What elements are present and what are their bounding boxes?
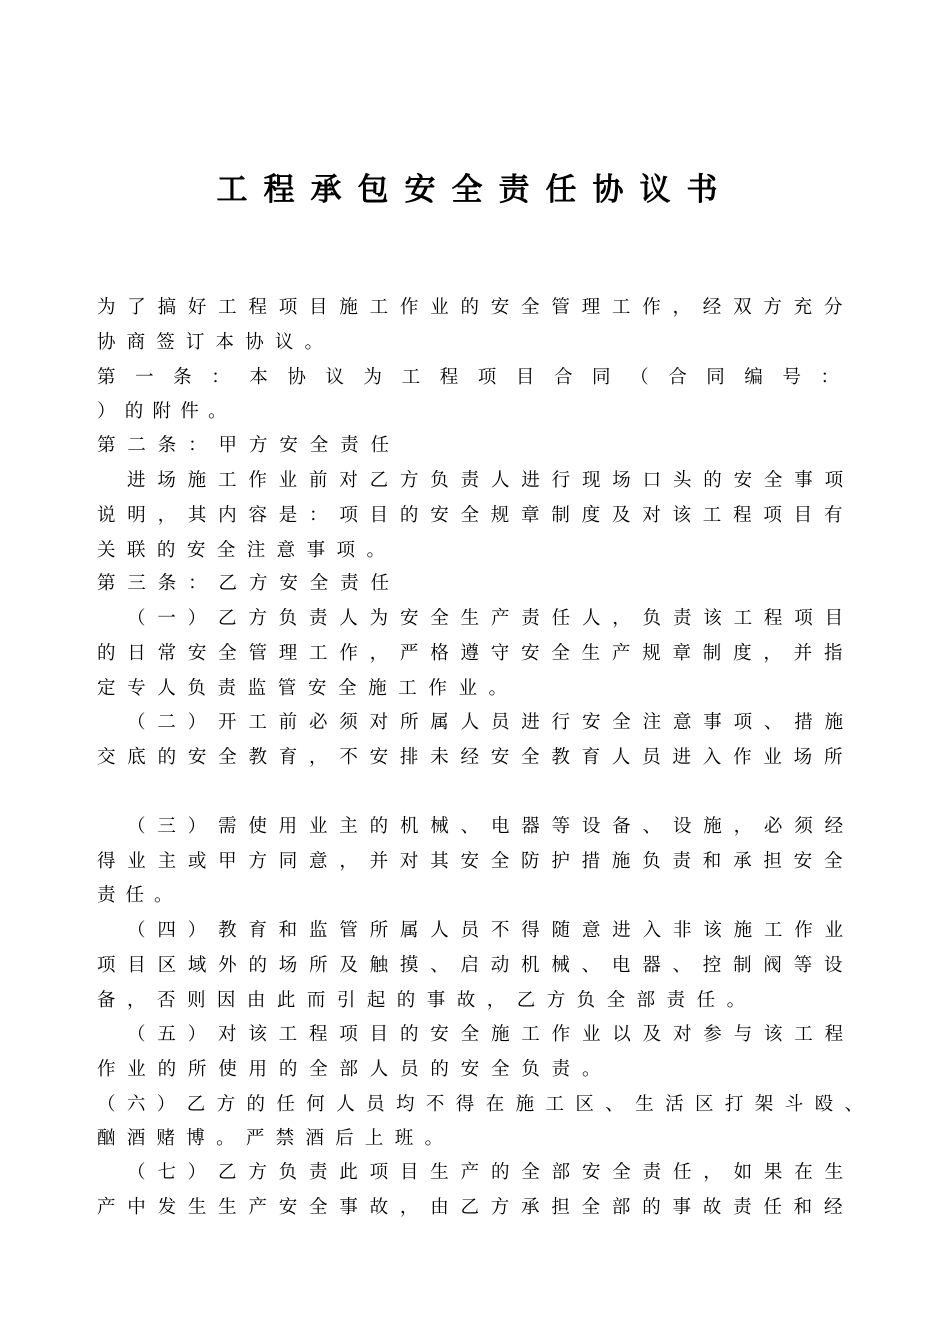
paragraph-line: 关联的安全注意事项。	[97, 540, 397, 561]
paragraph-line: 产中发生生产安全事故，由乙方承担全部的事故责任和经	[97, 1197, 855, 1218]
paragraph-line: （七）乙方负责此项目生产的全部安全责任，如果在生	[127, 1162, 855, 1183]
paragraph-line: 责任。	[97, 885, 183, 906]
paragraph-line: 第一条：本协议为工程项目合同（合同编号：	[97, 367, 859, 388]
paragraph-line: 备，否则因由此而引起的事故，乙方负全部责任。	[97, 990, 757, 1011]
paragraph-line: 为了搞好工程项目施工作业的安全管理工作，经双方充分	[97, 297, 855, 318]
paragraph-line: （二）开工前必须对所属人员进行安全注意事项、措施	[127, 712, 855, 733]
paragraph-line: 进场施工作业前对乙方负责人进行现场口头的安全事项	[127, 470, 855, 491]
paragraph-line: （四）教育和监管所属人员不得随意进入非该施工作业	[127, 920, 855, 941]
paragraph-line: （三）需使用业主的机械、电器等设备、设施，必须经	[127, 816, 855, 837]
paragraph-line: （一）乙方负责人为安全生产责任人，负责该工程项目	[127, 608, 855, 629]
paragraph-line: 酗酒赌博。严禁酒后上班。	[97, 1128, 455, 1149]
paragraph-line: （六）乙方的任何人员均不得在施工区、生活区打架斗殴、	[97, 1094, 875, 1115]
paragraph-line: ）的附件。	[97, 401, 236, 422]
paragraph-line: 交底的安全教育，不安排未经安全教育人员进入作业场所	[97, 747, 855, 768]
paragraph-line: 项目区域外的场所及触摸、启动机械、电器、控制阀等设	[97, 955, 855, 976]
paragraph-line: 作业的所使用的全部人员的安全负责。	[97, 1059, 613, 1080]
paragraph-line: 第三条：乙方安全责任	[97, 573, 401, 594]
paragraph-line: 得业主或甲方同意，并对其安全防护措施负责和承担安全	[97, 851, 855, 872]
paragraph-line: 的日常安全管理工作，严格遵守安全生产规章制度，并指	[97, 643, 855, 664]
paragraph-line: 第二条：甲方安全责任	[97, 435, 401, 456]
paragraph-line: 协商签订本协议。	[97, 332, 335, 353]
document-title: 工程承包安全责任协议书	[216, 172, 734, 208]
paragraph-line: 定专人负责监管安全施工作业。	[97, 678, 519, 699]
paragraph-line: （五）对该工程项目的安全施工作业以及对参与该工程	[127, 1024, 855, 1045]
paragraph-line: 说明，其内容是：项目的安全规章制度及对该工程项目有	[97, 505, 855, 526]
